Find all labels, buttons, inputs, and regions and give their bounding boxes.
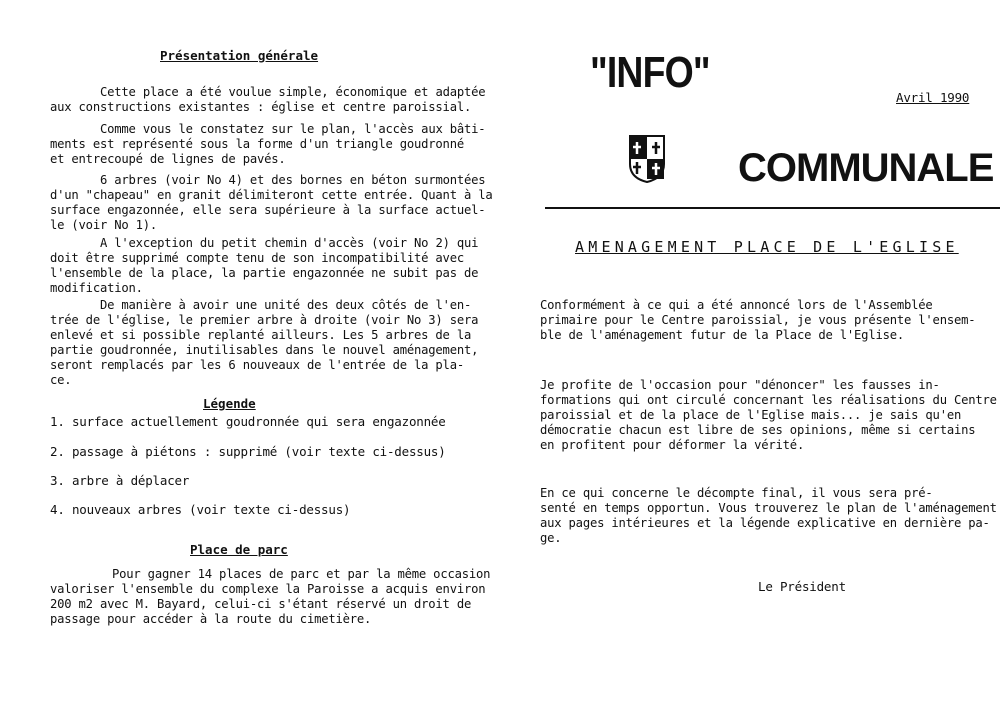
- legend-item: 4. nouveaux arbres (voir texte ci-dessus): [50, 502, 351, 517]
- coat-of-arms-icon: [628, 134, 666, 184]
- masthead-info: "INFO": [590, 48, 710, 97]
- paragraph-path: A l'exception du petit chemin d'accès (voir No 2) qui doit être supprimé compte tenu de son incompatibilité avec l'ensemble de la place, la partie engazonnée ne subit pas de modification.: [50, 236, 479, 295]
- article-title: AMENAGEMENT PLACE DE L'EGLISE: [575, 238, 959, 256]
- legend-item: 1. surface actuellement goudronnée qui sera engazonnée: [50, 414, 446, 429]
- issue-date: Avril 1990: [896, 90, 970, 105]
- paragraph-unity: De manière à avoir une unité des deux côtés de l'en- trée de l'église, le premier arbre à droite (voir No 3) sera enlevé et si possible replanté ailleurs. Les 5 arbres de la partie goudronnée, inutilisables dans le nouvel aménagement, seront remplacés par les 6 nouveaux de l'entrée de la pla- ce.: [50, 298, 479, 387]
- paragraph-trees: 6 arbres (voir No 4) et des bornes en béton surmontées d'un "chapeau" en granit délimiteront cette entrée. Quant à la surface engazonnée, elle sera supérieure à la surface actuel- le (voir No 1).: [50, 173, 493, 232]
- heading-presentation: Présentation générale: [160, 48, 319, 63]
- paragraph-denoncer: Je profite de l'occasion pour "dénoncer" les fausses in- formations qui ont circulé concernant les réalisations du Centre paroissial et de la place de l'Eglise mais... je sais qu'en démocratie chacun est libre de ses opinions, même si certains en profitent pour déformer la vérité.: [540, 378, 997, 452]
- legend-item: 2. passage à piétons : supprimé (voir texte ci-dessus): [50, 444, 446, 459]
- right-page: [530, 0, 1000, 708]
- paragraph-decompte: En ce qui concerne le décompte final, il vous sera pré- senté en temps opportun. Vous trouverez le plan de l'aménagement aux pages intérieures et la légende explicative en dernière pa- ge.: [540, 486, 997, 545]
- paragraph-conformement: Conformément à ce qui a été annoncé lors de l'Assemblée primaire pour le Centre paroissial, je vous présente l'ensem- ble de l'aménagement futur de la Place de l'Eglise.: [540, 298, 976, 342]
- masthead-divider: [545, 207, 1000, 209]
- paragraph-intro: Cette place a été voulue simple, économique et adaptée aux constructions existantes : église et centre paroissial.: [50, 85, 486, 114]
- signature: Le Président: [758, 579, 846, 594]
- heading-parc: Place de parc: [190, 542, 288, 557]
- masthead-communale: COMMUNALE: [738, 146, 994, 190]
- legend-item: 3. arbre à déplacer: [50, 473, 190, 488]
- paragraph-access: Comme vous le constatez sur le plan, l'accès aux bâti- ments est représenté sous la forme d'un triangle goudronné et entrecoupé de lignes de pavés.: [50, 122, 486, 166]
- paragraph-parc: Pour gagner 14 places de parc et par la même occasion valoriser l'ensemble du complexe la Paroisse a acquis environ 200 m2 avec M. Bayard, celui-ci s'étant réservé un droit de passage pour accéder à la route du cimetière.: [50, 567, 491, 626]
- heading-legende: Légende: [203, 396, 256, 411]
